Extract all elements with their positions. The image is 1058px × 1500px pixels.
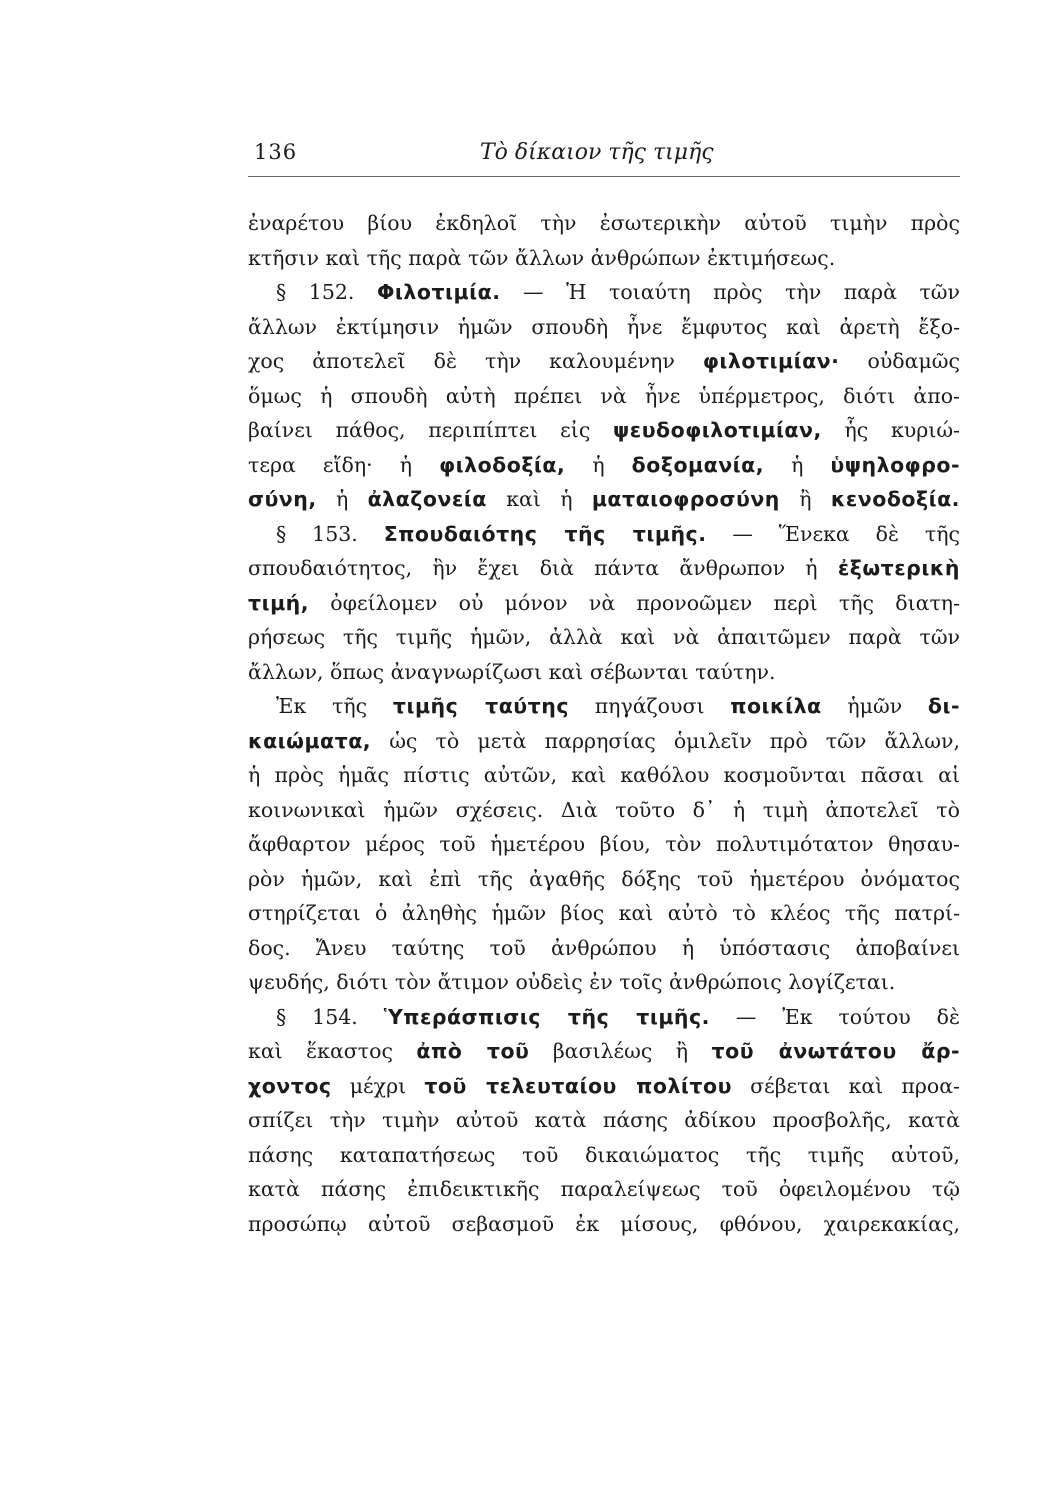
text-line: [248, 793, 960, 828]
emphasized-term: φιλοτιμίαν·: [702, 349, 840, 373]
emphasized-term: τιμή,: [248, 590, 310, 615]
header-rule: [248, 176, 960, 177]
text-run: χος ἀποτελεῖ δὲ τὴν καλουμένην: [248, 349, 703, 373]
text-run: ψευδής, διότι τὸν ἄτιμον οὐδεὶς ἐν τοῖς ἀνθρώποις λογίζεται.: [248, 970, 896, 994]
emphasized-term: ψευδοφιλοτιμίαν,: [613, 418, 822, 442]
text-line: [248, 862, 960, 897]
emphasized-term: τοῦ τελευταίου πολίτου: [424, 1073, 732, 1098]
emphasized-term: τιμῆς ταύτης: [392, 694, 569, 718]
text-run: βασιλέως ἢ: [529, 1039, 712, 1063]
text-run: ἡ: [565, 452, 632, 477]
text-run: § 154.: [276, 1004, 384, 1029]
text-line: [248, 931, 960, 966]
running-head: [248, 140, 960, 174]
text-run: τερα εἴδη· ἡ: [248, 452, 440, 477]
text-run: σπίζει τὴν τιμὴν αὐτοῦ κατὰ πάσης ἀδίκου προσβολῆς, κατὰ: [248, 1108, 960, 1132]
text-line: [248, 620, 960, 655]
text-line: [248, 1000, 960, 1035]
text-line: [248, 1069, 960, 1104]
emphasized-term: Σπουδαιότης τῆς τιμῆς.: [383, 521, 707, 546]
text-line: [248, 310, 960, 345]
text-run: ἡ: [764, 452, 831, 477]
text-run: στηρίζεται ὁ ἀληθὴς ἡμῶν βίος καὶ αὐτὸ τὸ κλέος τῆς πατρί-: [248, 901, 960, 925]
text-run: — Ἡ τοιαύτη πρὸς τὴν παρὰ τῶν: [500, 280, 960, 304]
text-line: [248, 896, 960, 931]
emphasized-term: ἐξωτερικὴ: [837, 556, 960, 580]
emphasized-term: Ὑπεράσπισις τῆς τιμῆς.: [383, 1004, 710, 1029]
text-line: [248, 275, 960, 310]
text-line: [248, 413, 960, 448]
text-line: [248, 241, 960, 276]
text-line: [248, 482, 960, 517]
emphasized-term: καιώματα,: [248, 728, 372, 753]
text-run: καὶ ἡ: [486, 487, 592, 511]
text-run: ὀφείλομεν οὐ μόνον νὰ προνοῶμεν περὶ τῆς διατη-: [309, 590, 960, 615]
text-run: — Ἕνεκα δὲ τῆς: [706, 521, 960, 546]
text-run: — Ἐκ τούτου δὲ: [709, 1004, 960, 1029]
emphasized-term: ποικίλα: [730, 694, 822, 718]
text-run: κατὰ πάσης ἐπιδεικτικῆς παραλείψεως τοῦ ὀφειλομένου τῷ: [248, 1177, 960, 1201]
text-run: κτῆσιν καὶ τῆς παρὰ τῶν ἄλλων ἀνθρώπων ἐκτιμήσεως.: [248, 245, 836, 270]
text-line: [248, 827, 960, 862]
text-line: [248, 758, 960, 793]
text-run: ὡς τὸ μετὰ παρρησίας ὁμιλεῖν πρὸ τῶν ἄλλων,: [371, 728, 960, 753]
text-line: [248, 1138, 960, 1173]
text-run: δος. Ἄνευ ταύτης τοῦ ἀνθρώπου ἡ ὑπόστασις ἀποβαίνει: [248, 935, 960, 960]
text-line: [248, 448, 960, 483]
emphasized-term: ματαιοφροσύνη: [591, 487, 780, 511]
text-line: [248, 586, 960, 621]
text-run: ἄφθαρτον μέρος τοῦ ἡμετέρου βίου, τὸν πολυτιμότατον θησαυ-: [248, 832, 960, 856]
emphasized-term: τοῦ ἀνωτάτου ἄρ-: [711, 1039, 960, 1063]
text-line: [248, 1172, 960, 1207]
text-run: προσώπῳ αὐτοῦ σεβασμοῦ ἐκ μίσους, φθόνου, χαιρεκακίας,: [248, 1211, 960, 1236]
text-line: [248, 1034, 960, 1069]
page-number: 136: [254, 140, 298, 164]
text-run: ὅμως ἡ σπουδὴ αὐτὴ πρέπει νὰ ἦνε ὑπέρμετρος, διότι ἀπο-: [248, 383, 960, 408]
text-run: πηγάζουσι: [568, 694, 731, 718]
text-run: ἐναρέτου βίου ἐκδηλοῖ τὴν ἐσωτερικὴν αὐτοῦ τιμὴν πρὸς: [248, 211, 960, 235]
text-run: πάσης καταπατήσεως τοῦ δικαιώματος τῆς τιμῆς αὐτοῦ,: [248, 1142, 960, 1167]
text-run: ἧς κυριώ-: [821, 418, 960, 442]
emphasized-term: χοντος: [248, 1073, 332, 1098]
text-run: σέβεται καὶ προα-: [731, 1073, 960, 1098]
text-run: ἡ πρὸς ἡμᾶς πίστις αὐτῶν, καὶ καθόλου κοσμοῦνται πᾶσαι αἱ: [248, 763, 960, 787]
text-run: Ἐκ τῆς: [276, 694, 393, 718]
emphasized-term: δι-: [927, 694, 960, 718]
text-run: ἄλλων, ὅπως ἀναγνωρίζωσι καὶ σέβωνται ταύτην.: [248, 659, 776, 684]
text-line: [248, 344, 960, 379]
text-line: [248, 655, 960, 690]
body-text: [248, 206, 960, 1241]
text-run: ἡ: [316, 487, 368, 511]
text-line: [248, 1207, 960, 1242]
emphasized-term: ὑψηλοφρο-: [830, 452, 960, 477]
text-line: [248, 551, 960, 586]
emphasized-term: δοξομανία,: [631, 452, 765, 477]
text-run: § 153.: [276, 521, 384, 546]
running-title: Τὸ δίκαιον τῆς τιμῆς: [480, 140, 714, 165]
text-line: [248, 689, 960, 724]
text-run: ἄλλων ἐκτίμησιν ἡμῶν σπουδὴ ἦνε ἔμφυτος καὶ ἀρετὴ ἔξο-: [248, 314, 960, 339]
emphasized-term: ἀπὸ τοῦ: [416, 1039, 530, 1063]
text-line: [248, 206, 960, 241]
text-run: σπουδαιότητος, ἣν ἔχει διὰ πάντα ἄνθρωπον ἡ: [248, 556, 838, 580]
text-line: [248, 517, 960, 552]
text-line: [248, 379, 960, 414]
text-run: οὐδαμῶς: [839, 349, 960, 373]
text-run: ρὸν ἡμῶν, καὶ ἐπὶ τῆς ἀγαθῆς δόξης τοῦ ἡμετέρου ὀνόματος: [248, 866, 960, 891]
text-run: βαίνει πάθος, περιπίπτει εἰς: [248, 418, 614, 442]
text-line: [248, 724, 960, 759]
emphasized-term: σύνη,: [248, 487, 317, 511]
text-run: κοινωνικαὶ ἡμῶν σχέσεις. Διὰ τοῦτο δ᾽ ἡ τιμὴ ἀποτελεῖ τὸ: [248, 797, 960, 822]
emphasized-term: κενοδοξία.: [830, 487, 960, 511]
emphasized-term: Φιλοτιμία.: [377, 280, 501, 304]
text-line: [248, 1103, 960, 1138]
emphasized-term: ἀλαζονεία: [367, 487, 487, 511]
text-line: [248, 965, 960, 1000]
text-run: § 152.: [276, 280, 377, 304]
emphasized-term: φιλοδοξία,: [439, 452, 566, 477]
text-run: ἡμῶν: [821, 694, 928, 718]
text-run: ἢ: [779, 487, 831, 511]
text-run: καὶ ἕκαστος: [248, 1039, 417, 1063]
text-run: ρήσεως τῆς τιμῆς ἡμῶν, ἀλλὰ καὶ νὰ ἀπαιτῶμεν παρὰ τῶν: [248, 625, 960, 649]
text-run: μέχρι: [331, 1073, 425, 1098]
